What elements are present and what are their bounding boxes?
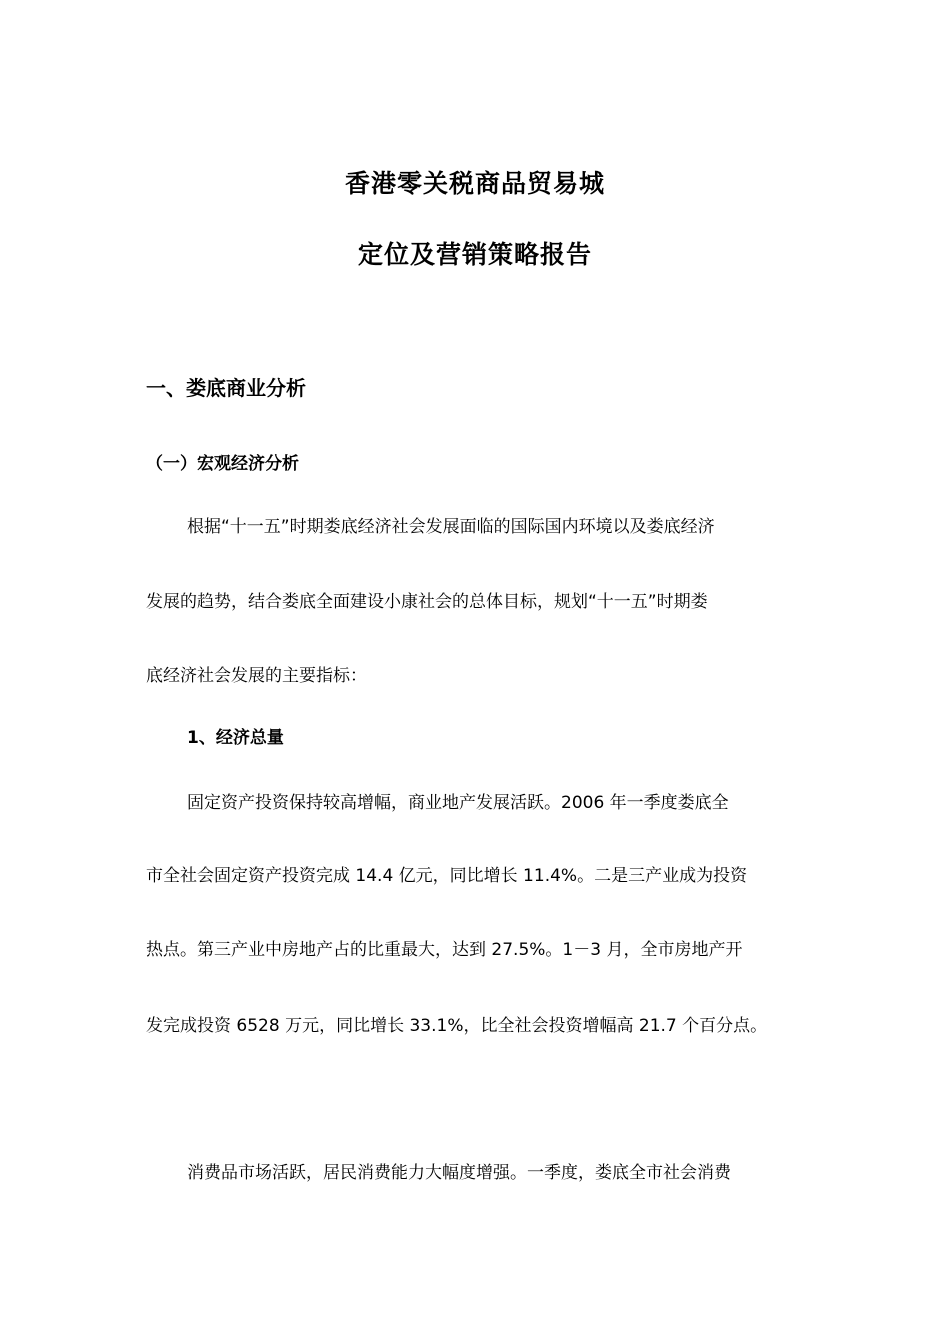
item-heading-1: 1、经济总量 [187, 728, 284, 748]
paragraph-2-line-1: 固定资产投资保持较高增幅，商业地产发展活跃。2006 年一季度娄底全 [187, 793, 729, 813]
paragraph-1-line-2: 发展的趋势，结合娄底全面建设小康社会的总体目标，规划“十一五”时期娄 [146, 592, 708, 612]
paragraph-2-line-4: 发完成投资 6528 万元，同比增长 33.1%，比全社会投资增幅高 21.7 个百分点。 [146, 1016, 768, 1036]
document-title-line-1: 香港零关税商品贸易城 [344, 169, 605, 198]
document-title-line-2: 定位及营销策略报告 [357, 240, 592, 269]
paragraph-1-line-1: 根据“十一五”时期娄底经济社会发展面临的国际国内环境以及娄底经济 [187, 517, 715, 537]
subsection-heading-1: （一）宏观经济分析 [146, 454, 299, 474]
paragraph-3-line-1: 消费品市场活跃，居民消费能力大幅度增强。一季度，娄底全市社会消费 [187, 1163, 731, 1183]
section-heading-1: 一、娄底商业分析 [146, 376, 306, 400]
paragraph-1-line-3: 底经济社会发展的主要指标： [146, 666, 367, 686]
paragraph-2-line-2: 市全社会固定资产投资完成 14.4 亿元，同比增长 11.4%。二是三产业成为投资 [146, 866, 748, 886]
paragraph-2-line-3: 热点。第三产业中房地产占的比重最大，达到 27.5%。1－3 月，全市房地产开 [146, 940, 743, 960]
